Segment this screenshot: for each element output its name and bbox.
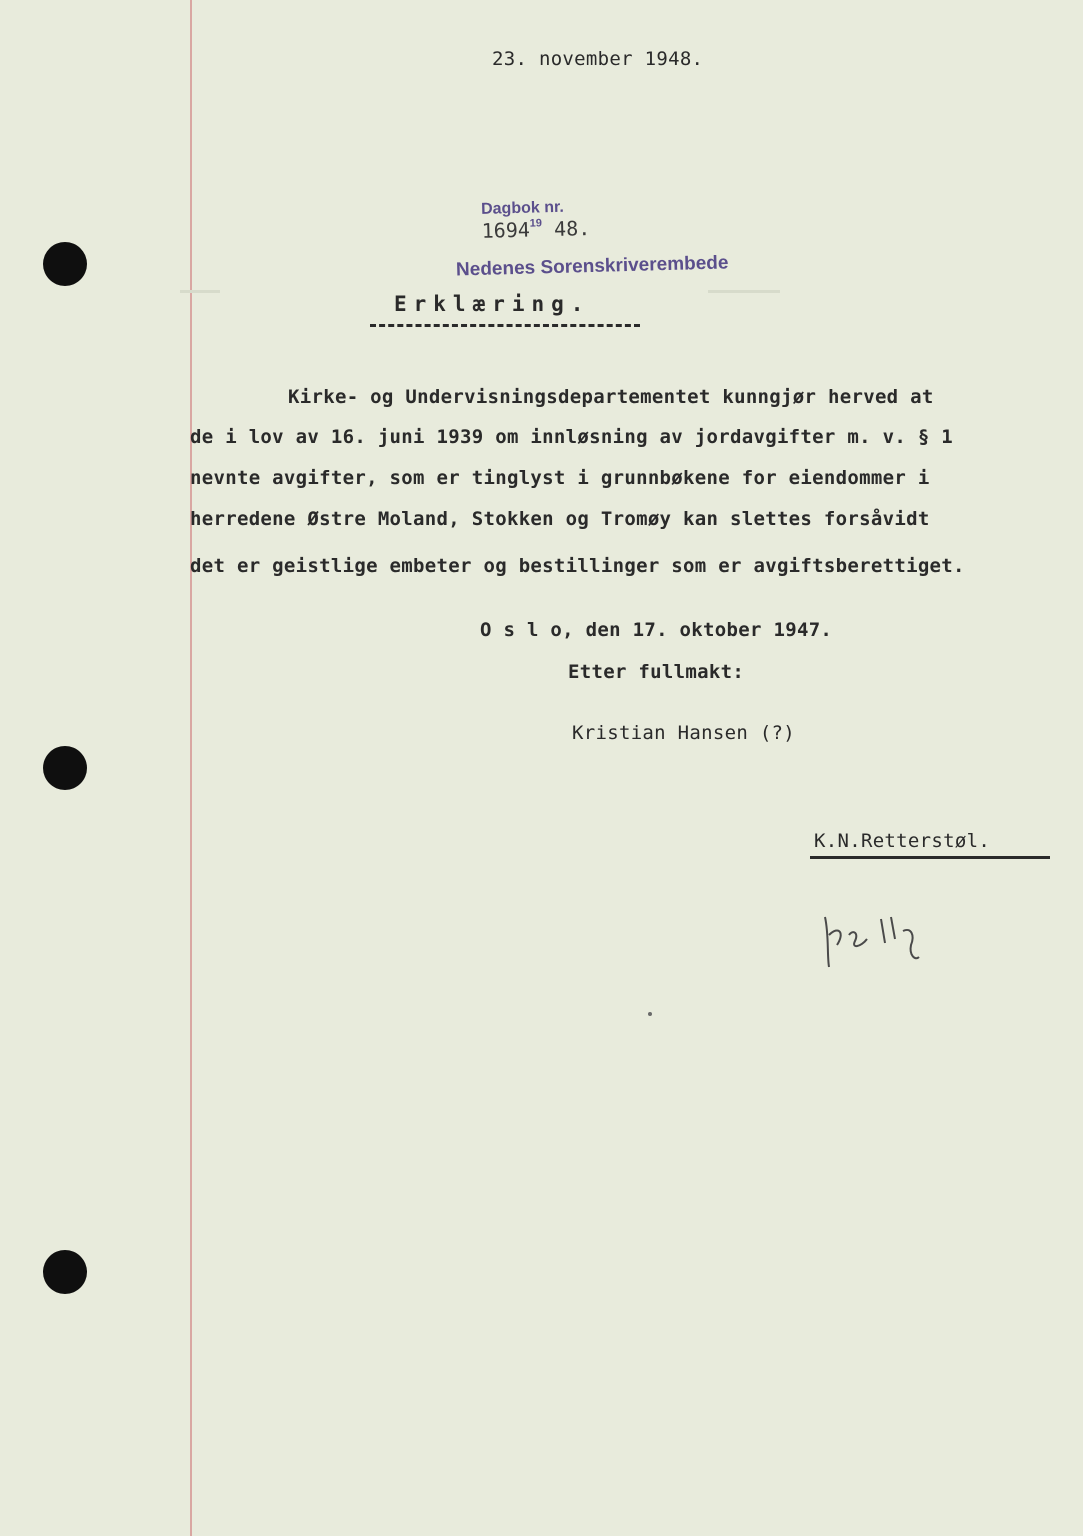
stamp-label: Dagbok nr. bbox=[480, 198, 565, 218]
body-line: herredene Østre Moland, Stokken og Tromøy kan slettes forsåvidt bbox=[190, 508, 930, 530]
body-line: de i lov av 16. juni 1939 om innløsning av jordavgifter m. v. § 1 bbox=[190, 426, 954, 448]
punch-hole-bottom bbox=[43, 1250, 87, 1294]
authority-line: Etter fullmakt: bbox=[568, 661, 745, 683]
faint-mark bbox=[180, 290, 220, 293]
punch-hole-top bbox=[43, 242, 87, 286]
margin-rule bbox=[190, 0, 192, 1536]
body-line: det er geistlige embeter og bestillinger som er avgiftsberettiget. bbox=[190, 555, 965, 577]
place-date: O s l o, den 17. oktober 1947. bbox=[480, 619, 833, 641]
stamp-superscript: 19 bbox=[529, 217, 543, 230]
signatory-name: Kristian Hansen (?) bbox=[572, 722, 796, 744]
heading-underline bbox=[370, 324, 640, 327]
heading: Erklæring. bbox=[394, 292, 591, 316]
registry-stamp bbox=[454, 176, 729, 281]
stamp-year: 48. bbox=[553, 216, 591, 241]
handwritten-initials-icon bbox=[815, 905, 935, 975]
body-line: nevnte avgifter, som er tinglyst i grunnbøkene for eiendommer i bbox=[190, 467, 930, 489]
signatory-name: K.N.Retterstøl. bbox=[814, 830, 991, 852]
ink-dot bbox=[648, 1012, 652, 1016]
stamp-office: Nedenes Sorenskriverembede bbox=[455, 252, 729, 281]
signature-rule bbox=[810, 856, 1050, 859]
body-line: Kirke- og Undervisningsdepartementet kunngjør herved at bbox=[288, 386, 934, 408]
faint-mark bbox=[708, 290, 780, 293]
date-line: 23. november 1948. bbox=[492, 48, 704, 70]
punch-hole-middle bbox=[43, 746, 87, 790]
stamp-number: 1694 bbox=[481, 217, 531, 243]
